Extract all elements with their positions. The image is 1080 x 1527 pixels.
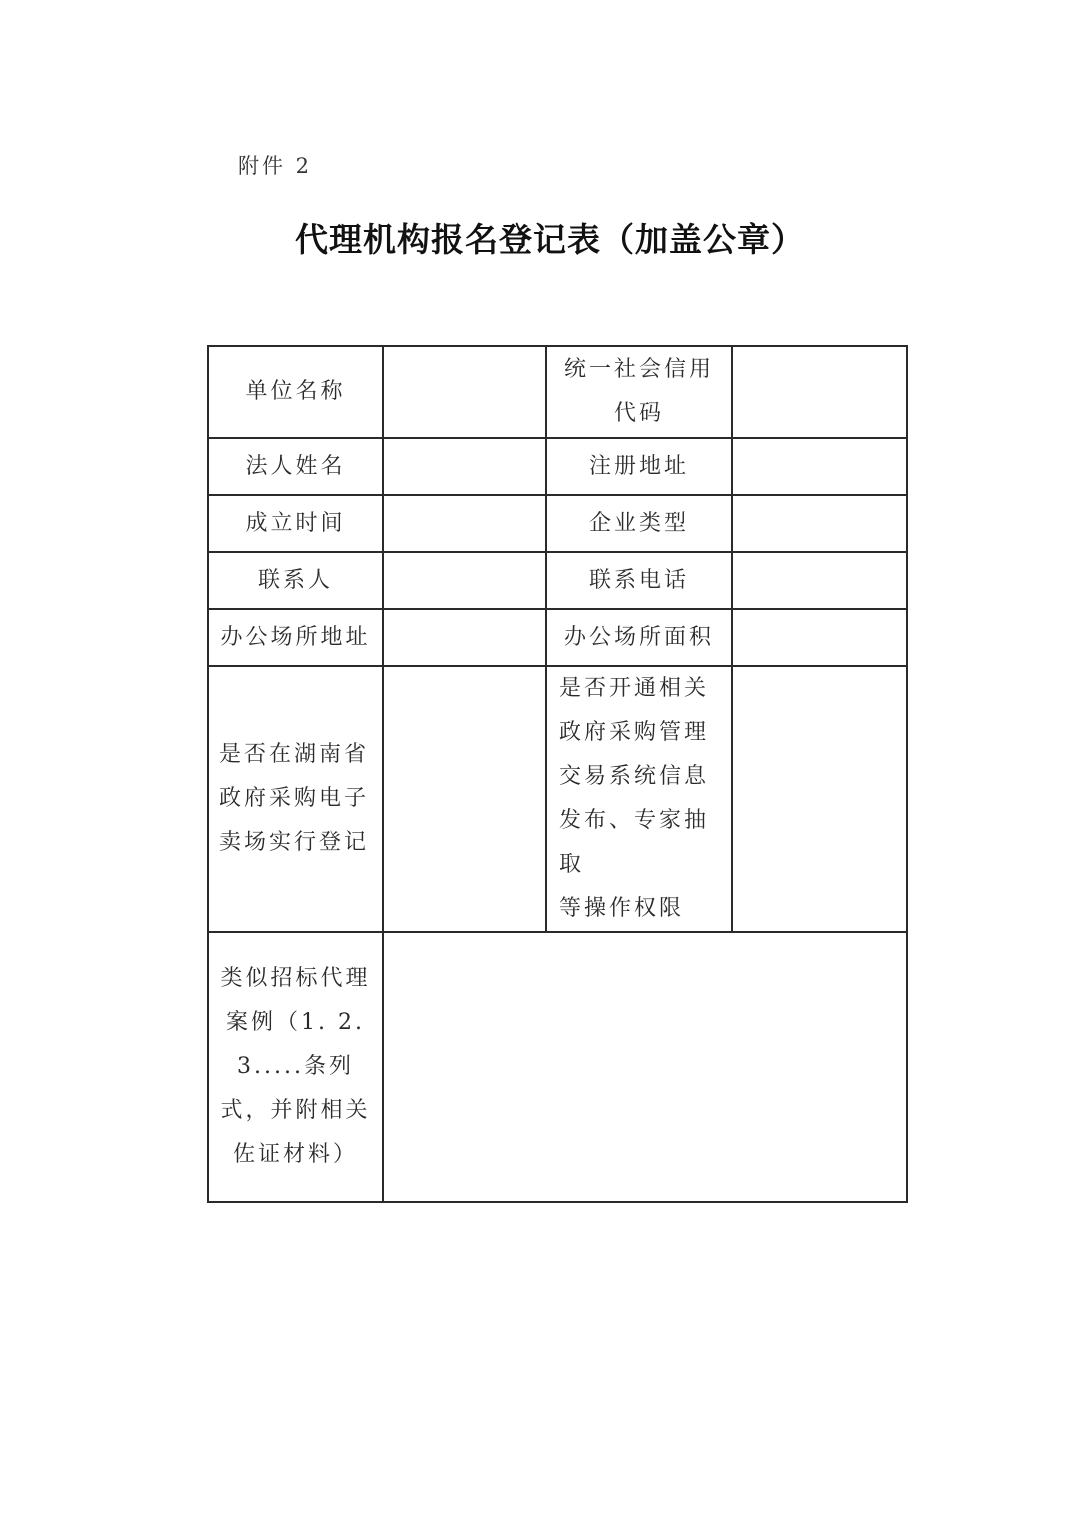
legal-person-field[interactable] [383,438,546,495]
attachment-label: 附件 2 [238,154,313,178]
legal-person-label: 法人姓名 [208,438,383,495]
hunan-registration-field[interactable] [383,666,546,932]
company-type-label: 企业类型 [546,495,732,552]
hunan-registration-label-line: 政府采购电子 [219,786,370,811]
office-address-label: 办公场所地址 [208,609,383,666]
table-row [208,438,907,495]
established-time-label: 成立时间 [208,495,383,552]
system-access-label-line: 等操作权限 [559,896,685,921]
registered-address-label: 注册地址 [546,438,732,495]
office-area-label: 办公场所面积 [546,609,732,666]
similar-cases-label [208,932,383,1202]
office-address-field[interactable] [383,609,546,666]
contact-phone-field[interactable] [732,552,907,609]
credit-code-field[interactable] [732,346,907,438]
contact-phone-label: 联系电话 [546,552,732,609]
company-type-field[interactable] [732,495,907,552]
table-row [208,932,907,1202]
credit-code-label-line: 代码 [613,401,664,426]
table-row [208,495,907,552]
similar-cases-field[interactable] [383,932,907,1202]
system-access-field[interactable] [732,666,907,932]
hunan-registration-label-line: 卖场实行登记 [219,830,370,855]
credit-code-label-line: 统一社会信用 [563,357,714,382]
system-access-label-line: 发布、专家抽取 [559,808,710,877]
established-time-field[interactable] [383,495,546,552]
unit-name-label: 单位名称 [208,346,383,438]
similar-cases-label-line: 类似招标代理 [220,966,371,991]
hunan-registration-label [208,666,383,932]
system-access-label [546,666,732,932]
system-access-label-line: 政府采购管理 [559,720,710,745]
contact-person-label: 联系人 [208,552,383,609]
office-area-field[interactable] [732,609,907,666]
registration-form-table [207,345,908,1203]
unit-name-field[interactable] [383,346,546,438]
similar-cases-label-line: 3.....条列 [237,1054,354,1079]
table-row [208,666,907,932]
table-row [208,609,907,666]
form-title: 代理机构报名登记表（加盖公章） [295,220,805,259]
registered-address-field[interactable] [732,438,907,495]
credit-code-label [546,346,732,438]
similar-cases-label-line: 式，并附相关 [220,1098,371,1123]
table-row [208,346,907,438]
similar-cases-label-line: 佐证材料） [232,1142,358,1167]
system-access-label-line: 交易系统信息 [559,764,710,789]
similar-cases-label-line: 案例（1. 2. [226,1010,365,1035]
table-row [208,552,907,609]
hunan-registration-label-line: 是否在湖南省 [219,742,370,767]
contact-person-field[interactable] [383,552,546,609]
system-access-label-line: 是否开通相关 [559,676,710,701]
